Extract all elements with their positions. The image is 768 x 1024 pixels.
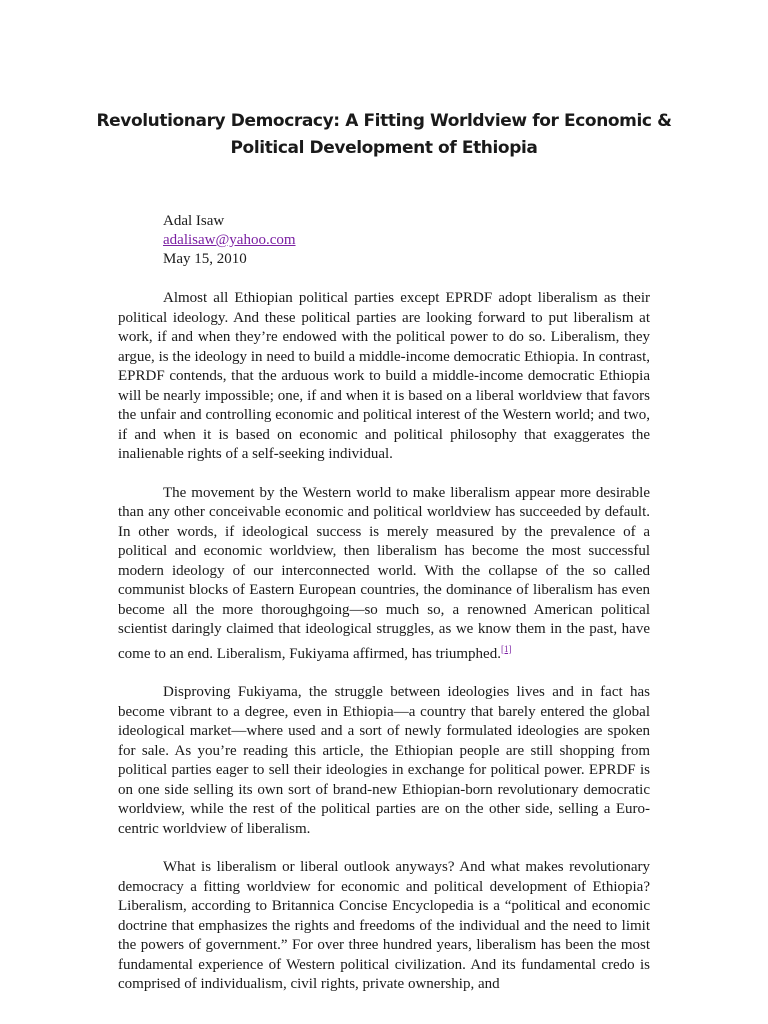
author-email-link[interactable]: adalisaw@yahoo.com (163, 232, 296, 248)
document-title: Revolutionary Democracy: A Fitting Worldview for Economic & Political Development of Ethiopia (96, 111, 672, 158)
publication-date: May 15, 2010 (163, 251, 247, 267)
footnote-link[interactable]: [1] (500, 643, 512, 654)
article-body (118, 289, 650, 1014)
paragraph-text: The movement by the Western world to make liberalism appear more desirable than any other conceivable economic and political worldview has succeeded by default. In other words, if ideological success is merely measured by the prevalence of a political and economic worldview, then liberalism has become the most successful modern ideology of our interconnected world. With the collapse of the so called communist blocks of Eastern European countries, the dominance of liberalism has even become all the more thoroughgoing—so much so, a renowned American political scientist daringly claimed that ideological struggles, as we know them in the past, have come to an end. Liberalism, Fukiyama affirmed, has triumphed. (118, 484, 650, 662)
author-name: Adal Isaw (163, 213, 225, 229)
paragraph (118, 484, 650, 665)
paragraph: Almost all Ethiopian political parties except EPRDF adopt liberalism as their political ideology. And these political parties are looking forward to put liberalism at work, if and when they’re endowed with the political power to do so. Liberalism, they argue, is the ideology in need to build a middle-income democratic Ethiopia. In contrast, EPRDF contends, that the arduous work to build a middle-income democratic Ethiopia will be nearly impossible; one, if and when it is based on a liberal worldview that favors the unfair and controlling economic and political interest of the Western world; and two, if and when it is based on economic and political philosophy that exaggerates the inalienable rights of a self-seeking individual. (118, 290, 650, 462)
paragraph: What is liberalism or liberal outlook anyways? And what makes revolutionary democracy a fitting worldview for economic and political development of Ethiopia? Liberalism, according to Britannica Concise Encyclopedia is a “political and economic doctrine that emphasizes the rights and freedoms of the individual and the need to limit the powers of government.” For over three hundred years, liberalism has been the most fundamental experience of Western political civilization. And its fundamental credo is comprised of individualism, civil rights, private ownership, and (118, 859, 650, 992)
author-block (163, 212, 296, 269)
paragraph: Disproving Fukiyama, the struggle between ideologies lives and in fact has become vibrant to a degree, even in Ethiopia—a country that barely entered the global ideological market—where used and a sort of newly formulated ideologies are spoken for sale. As you’re reading this article, the Ethiopian people are still shopping from political parties eager to sell their ideologies in exchange for political power. EPRDF is on one side selling its own sort of brand-new Ethiopian-born revolutionary democratic worldview, while the rest of the political parties are on the other side, selling a Euro-centric worldview of liberalism. (118, 684, 650, 837)
